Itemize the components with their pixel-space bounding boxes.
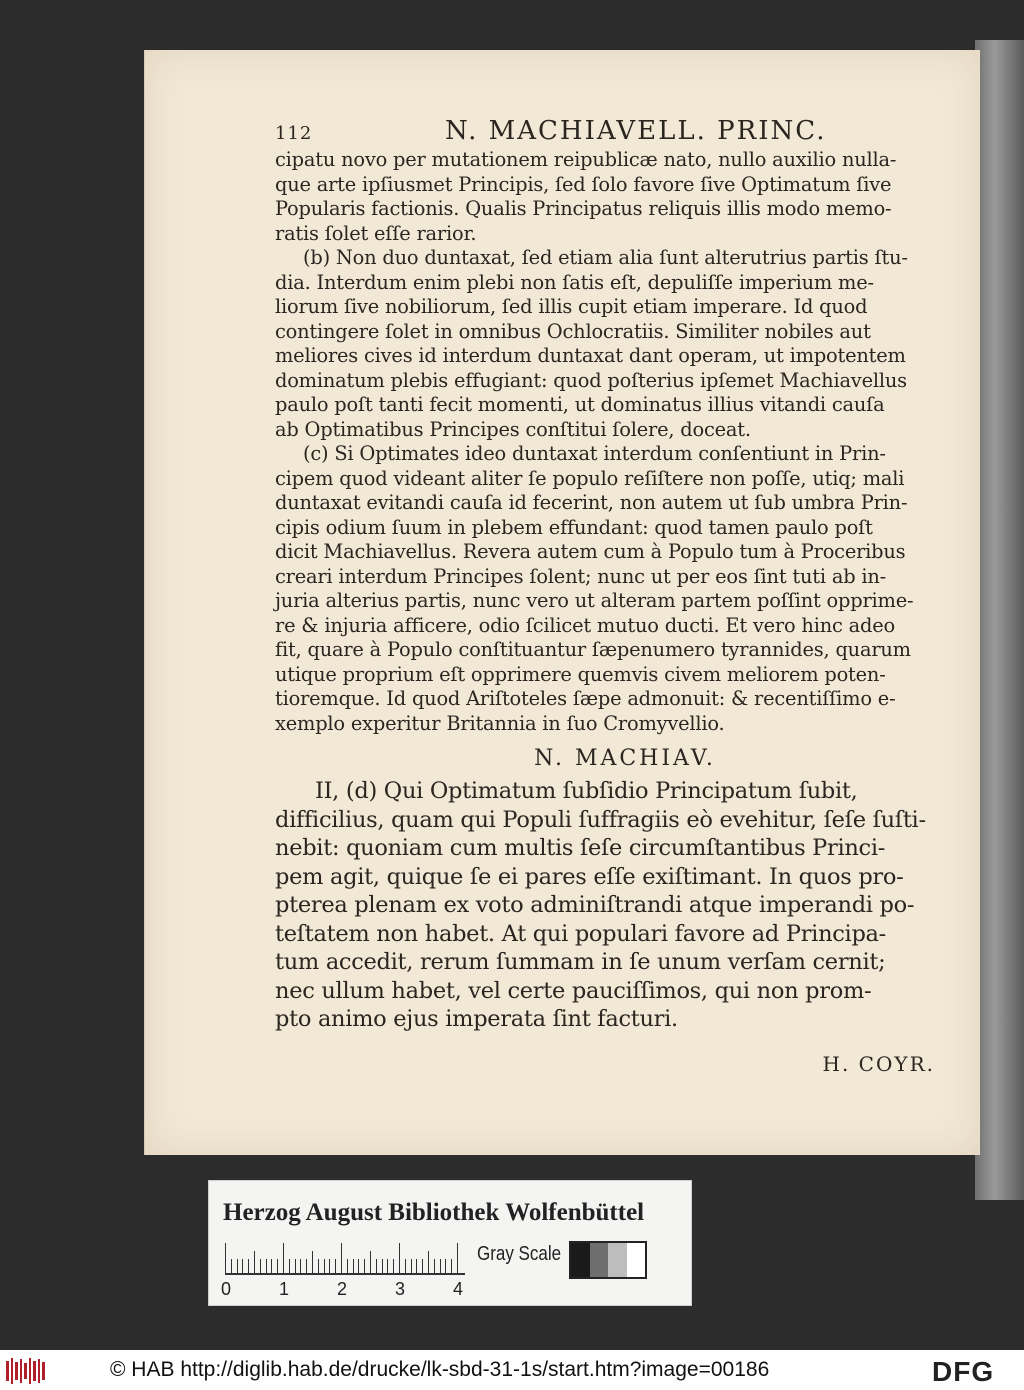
ruler-tick: [364, 1259, 365, 1273]
note-line: dicit Machiavellus. Revera autem cum à Populo tum à Proceribus: [275, 540, 906, 563]
ruler-tick: [376, 1259, 377, 1273]
ruler-tick: [393, 1259, 394, 1273]
note-line: fit, quare à Populo conſtituantur ſæpenumero tyrannides, quarum: [275, 638, 911, 661]
book-page: [144, 50, 980, 1155]
section-heading: N. MACHIAV.: [534, 746, 716, 771]
note-line: creari interdum Principes ſolent; nunc ut per eos ſint tuti ab in-: [275, 564, 887, 588]
ruler-number: 2: [337, 1279, 348, 1299]
text-line: nebit: quoniam cum multis ſeſe circumſtantibus Princi-: [275, 835, 886, 861]
ruler-tick: [387, 1259, 388, 1273]
note-line: re & injuria afficere, odio ſcilicet mutuo ducti. Et vero hinc adeo: [275, 613, 895, 637]
gray-scale-swatches: [569, 1241, 647, 1279]
running-title: N. MACHIAVELL. PRINC.: [445, 116, 827, 146]
ruler-tick: [440, 1259, 441, 1273]
note-c-block: [275, 442, 935, 736]
ruler-tick: [347, 1259, 348, 1273]
ruler-tick: [225, 1243, 226, 1273]
note-line: (b) Non duo duntaxat, ſed etiam alia ſunt alterutrius partis ſtu-: [303, 246, 908, 269]
ruler-tick: [370, 1251, 371, 1273]
note-line: xemplo experitur Britannia in ſuo Cromyvellio.: [275, 711, 725, 735]
ruler-tick: [324, 1259, 325, 1273]
ruler-number: 4: [453, 1279, 464, 1299]
hab-barcode-logo-icon: [6, 1358, 48, 1384]
text-line: teſtatem non habet. At qui populari favore ad Principa-: [275, 920, 886, 947]
note-line: juria alterius partis, nunc vero ut alteram partem poſſint opprime-: [275, 589, 914, 612]
page-number: 112: [275, 123, 313, 144]
note-line: cipis odium ſuum in plebem effundant: quod tamen paulo poſt: [275, 515, 873, 539]
note-line: liorum ſive nobiliorum, ſed illis cupit etiam imperare. Id quod: [275, 295, 868, 318]
ruler-tick: [295, 1259, 296, 1273]
note-line: ratis ſolet eſſe rarior.: [275, 221, 477, 245]
note-line: paulo poſt tanti fecit momenti, ut dominatus illius vitandi cauſa: [275, 393, 885, 416]
book-edge: [975, 40, 1024, 1200]
gray-swatch: [627, 1243, 646, 1277]
ruler-tick: [329, 1259, 330, 1273]
note-line: dia. Interdum enim plebi non ſatis eſt, depuliſſe imperium me-: [275, 270, 874, 294]
note-line: utique proprium eſt opprimere quemvis civem meliorem poten-: [275, 662, 886, 686]
ruler-tick: [271, 1259, 272, 1273]
note-line: Popularis factionis. Qualis Principatus reliquis illis modo memo-: [275, 197, 892, 220]
gray-scale-label: Gray Scale: [477, 1243, 562, 1265]
ruler-tick: [451, 1259, 452, 1273]
ruler-tick: [428, 1251, 429, 1273]
dfg-logo: DFG: [932, 1356, 995, 1387]
ruler-number: 3: [395, 1279, 406, 1299]
ruler-tick: [399, 1243, 400, 1273]
note-line: cipem quod videant aliter ſe populo reſiſtere non poſſe, utiq; mali: [275, 466, 905, 490]
text-line: tum accedit, rerum ſummam in ſe unum verſam cernit;: [275, 949, 886, 975]
text-line: pem agit, quique ſe ei pares eſſe exiſtimant. In quos pro-: [275, 863, 904, 890]
text-line: difficilius, quam qui Populi ſuffragiis eò evehitur, ſeſe ſuſti-: [275, 806, 926, 833]
ruler-tick: [277, 1259, 278, 1273]
calibration-card: [208, 1180, 692, 1306]
ruler-tick: [405, 1259, 406, 1273]
calibration-title: Herzog August Bibliothek Wolfenbüttel: [223, 1199, 645, 1226]
main-text-block: [275, 777, 935, 1034]
catchword: H. COYR.: [822, 1051, 935, 1076]
ruler-numbers: [221, 1279, 481, 1301]
ruler-tick: [422, 1259, 423, 1273]
note-line: contingere ſolet in omnibus Ochlocratiis. Similiter nobiles aut: [275, 319, 871, 343]
ruler-tick: [416, 1259, 417, 1273]
ruler-tick: [434, 1259, 435, 1273]
ruler-tick: [445, 1259, 446, 1273]
note-line: meliores cives id interdum duntaxat dant operam, ut impotentem: [275, 344, 906, 367]
ruler-tick: [300, 1259, 301, 1273]
ruler-tick: [411, 1259, 412, 1273]
ruler-tick: [312, 1251, 313, 1273]
ruler-tick: [242, 1259, 243, 1273]
text-line: pterea plenam ex voto adminiſtrandi atque imperandi po-: [275, 892, 915, 918]
note-line: cipatu novo per mutationem reipublicæ nato, nullo auxilio nulla-: [275, 148, 897, 171]
copyright-link[interactable]: © HAB http://diglib.hab.de/drucke/lk-sbd-31-1s/start.htm?image=00186: [110, 1358, 770, 1381]
ruler-number: 0: [221, 1279, 232, 1299]
ruler-tick: [237, 1259, 238, 1273]
note-line: duntaxat evitandi cauſa id fecerint, non autem ut ſub umbra Prin-: [275, 491, 908, 514]
ruler-tick: [341, 1243, 342, 1273]
gray-swatch: [590, 1243, 609, 1277]
running-head: [275, 116, 935, 148]
ruler-tick: [260, 1259, 261, 1273]
ruler-tick: [318, 1259, 319, 1273]
ruler-tick: [353, 1259, 354, 1273]
gray-swatch: [571, 1243, 590, 1277]
ruler-tick: [457, 1243, 458, 1273]
ruler-tick: [382, 1259, 383, 1273]
note-line: dominatum plebis effugiant: quod poſterius ipſemet Machiavellus: [275, 368, 907, 392]
ruler-tick: [306, 1259, 307, 1273]
note-line: ab Optimatibus Principes conſtitui ſolere, doceat.: [275, 417, 751, 441]
text-line: II, (d) Qui Optimatum ſubſidio Principatum ſubit,: [315, 778, 858, 804]
ruler-number: 1: [279, 1279, 290, 1299]
ruler-tick: [358, 1259, 359, 1273]
gray-swatch: [608, 1243, 627, 1277]
ruler-tick: [248, 1259, 249, 1273]
note-a-block: [275, 148, 935, 246]
ruler-tick: [231, 1259, 232, 1273]
note-line: que arte ipſiusmet Principis, ſed ſolo favore ſive Optimatum ſive: [275, 172, 892, 196]
note-line: tioremque. Id quod Ariſtoteles ſæpe admonuit: & recentiſſimo e-: [275, 687, 896, 710]
ruler-tick: [254, 1251, 255, 1273]
note-b-block: [275, 246, 935, 442]
note-line: (c) Si Optimates ideo duntaxat interdum conſentiunt in Prin-: [303, 442, 886, 465]
ruler-tick: [335, 1259, 336, 1273]
page-content: [275, 116, 935, 1076]
ruler-tick: [289, 1259, 290, 1273]
footer-bar: [0, 1350, 1024, 1390]
text-line: nec ullum habet, vel certe pauciſſimos, qui non prom-: [275, 977, 872, 1004]
ruler-tick: [266, 1259, 267, 1273]
ruler-tick: [283, 1243, 284, 1273]
text-line: pto animo ejus imperata ſint facturi.: [275, 1006, 678, 1032]
ruler-scale: [225, 1241, 465, 1275]
